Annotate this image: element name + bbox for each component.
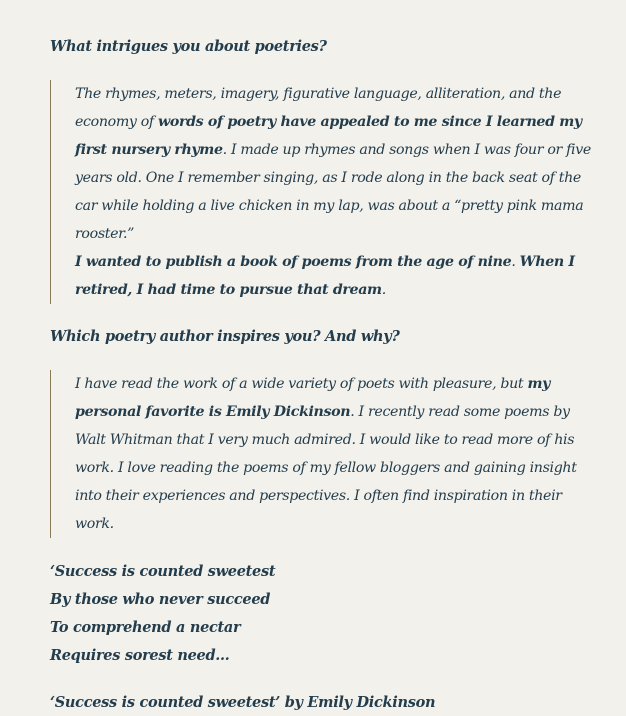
answer-text: I have read the work of a wide variety of poets with pleasure, but xyxy=(75,376,528,392)
poem-line: To comprehend a nectar xyxy=(50,619,241,636)
poem-excerpt xyxy=(50,558,595,670)
answer-text: . xyxy=(511,254,520,270)
question-heading-2: Which poetry author inspires you? And why? xyxy=(50,328,400,345)
answer-paragraph-1b xyxy=(75,248,595,304)
answer-paragraph-2 xyxy=(75,370,595,538)
answer-text: The rhymes, meters, imagery, figurative language, alliteration, and the economy of xyxy=(75,86,562,130)
answer-blockquote-1 xyxy=(50,80,595,304)
answer-text: . I made up rhymes and songs when I was four or five years old. One I remember singing, as I rode along in the back seat of the car while holding a live chicken in my lap, was about a “pretty pink mama rooster.” xyxy=(75,142,591,242)
question-heading-1: What intrigues you about poetries? xyxy=(50,38,327,55)
answer-blockquote-2 xyxy=(50,370,595,538)
answer-text: . xyxy=(381,282,386,298)
answer-highlight: I wanted to publish a book of poems from the age of nine xyxy=(75,254,512,270)
answer-highlight: my personal favorite is Emily Dickinson xyxy=(75,376,551,420)
answer-paragraph-1a xyxy=(75,80,595,248)
poem-caption: ‘Success is counted sweetest’ by Emily Dickinson xyxy=(50,694,436,711)
answer-highlight: When I retired, I had time to pursue that dream xyxy=(75,254,575,298)
poem-line: Requires sorest need… xyxy=(50,647,230,664)
poem-line: ‘Success is counted sweetest xyxy=(50,563,276,580)
poem-line: By those who never succeed xyxy=(50,591,271,608)
article-content xyxy=(50,34,595,716)
answer-highlight: words of poetry have appealed to me since I learned my first nursery rhyme xyxy=(75,114,582,158)
answer-text: . I recently read some poems by Walt Whitman that I very much admired. I would like to read more of his work. I love reading the poems of my fellow bloggers and gaining insight into their experiences and perspectives. I often find inspiration in their work. xyxy=(75,404,577,532)
